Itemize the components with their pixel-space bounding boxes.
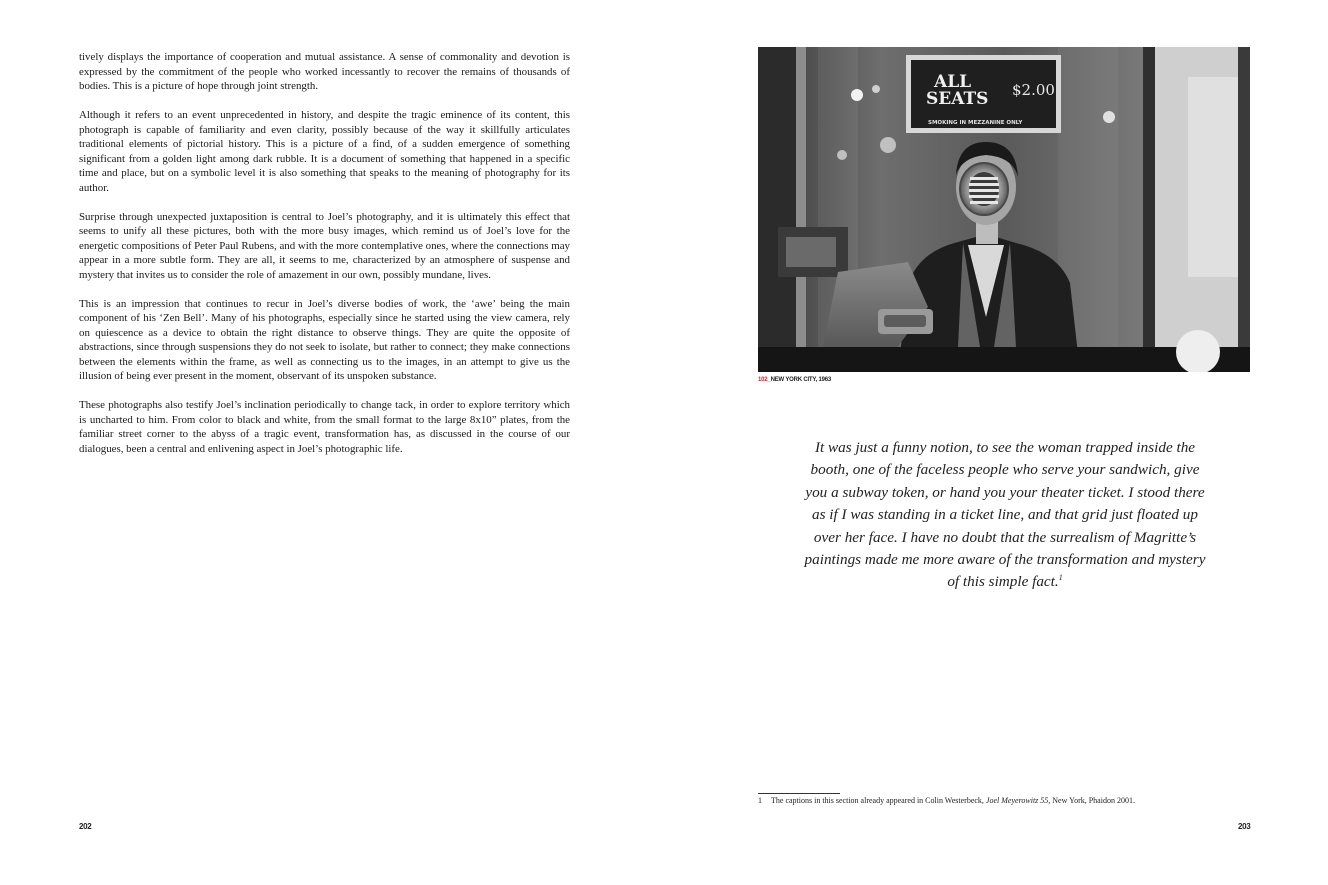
- footnote-reference: 1: [1058, 573, 1063, 583]
- pull-quote: [800, 437, 1210, 594]
- paragraph: Although it refers to an event unprecedented in history, and despite the tragic eminence of its content, this photograph is capable of familiarity and even clarity, possibly because of the way it skillfully articulates traditional elements of pictorial history. This is a picture of a find, of a sudden emergence of something significant from a golden light among dark rubble. It is a document of something that happened in a specific time and place, but on a symbolic level it is also something that speaks to the meaning of photography for its author.: [79, 109, 570, 194]
- photograph-ticket-booth: [758, 47, 1250, 372]
- page-number-right: 203: [1238, 822, 1251, 831]
- footnote-text-before: The captions in this section already appeared in Colin Westerbeck,: [771, 796, 986, 805]
- paragraph: These photographs also testify Joel’s inclination periodically to change tack, in order to explore territory which is uncharted to him. From color to black and white, from the small format to the large 8x10” plates, from the familiar street corner to the abyss of a tragic event, transformation has, as discussed in the course of our dialogues, been a central and enlivening aspect in Joel’s photographic life.: [79, 399, 570, 455]
- paragraph: tively displays the importance of cooperation and mutual assistance. A sense of commonality and devotion is expressed by the commitment of the people who worked incessantly to recover the remains of thousands of bodies. This is a picture of hope through joint strength.: [79, 51, 570, 92]
- caption-number: 102_: [758, 377, 771, 383]
- footnote-text-after: , New York, Phaidon 2001.: [1048, 796, 1135, 805]
- footnote-book-title: Joel Meyerowitz 55: [985, 796, 1049, 805]
- sign-price: $2.00: [1012, 81, 1055, 99]
- paragraph: Surprise through unexpected juxtaposition is central to Joel’s photography, and it is ultimately this effect that seems to unify all these pictures, both with the more busy images, which remind us of Joel’s love for the energetic compositions of Peter Paul Rubens, and with the more contemplative ones, where the connections may appear in a more subtle form. They are all, it seems to me, characterized by an atmosphere of suspense and mystery that invites us to consider the role of amazement in our own, possibly mundane, lives.: [79, 210, 570, 281]
- footnote: [758, 795, 1228, 806]
- sign-line-seats: SEATS: [926, 89, 989, 109]
- footnote-rule: [758, 793, 840, 794]
- photo-caption: [758, 377, 831, 383]
- page-number-left: 202: [79, 822, 92, 831]
- paragraph: This is an impression that continues to recur in Joel’s diverse bodies of work, the ‘awe’ being the main component of his ‘Zen Bell’. Many of his photographs, especially since he started using the view camera, rely on quiescence as a device to obtain the right distance to observe things. They are quite the opposite of abstractions, since through suspensions they do not seek to isolate, but rather to connect; they make connections between the elements within the frame, as well as connecting us to the images, in an attempt to give us the illusion of being ever present in the moment, observant of its unspoken substance.: [79, 297, 570, 382]
- quote-text: It was just a funny notion, to see the woman trapped inside the booth, one of the faceless people who serve your sandwich, give you a subway token, or hand you your theater ticket. I stood there as if I was standing in a ticket line, and that grid just floated up over her face. I have no doubt that the surrealism of Magritte’s paintings made me more aware of the transformation and mystery of this simple fact.: [804, 439, 1206, 591]
- sign-line-all: ALL: [934, 72, 972, 92]
- footnote-number: 1: [758, 796, 762, 805]
- left-page-body-text: [79, 50, 570, 471]
- sign-bottom-text: SMOKING IN MEZZANINE ONLY: [928, 120, 1023, 126]
- caption-text: NEW YORK CITY, 1963: [770, 377, 832, 383]
